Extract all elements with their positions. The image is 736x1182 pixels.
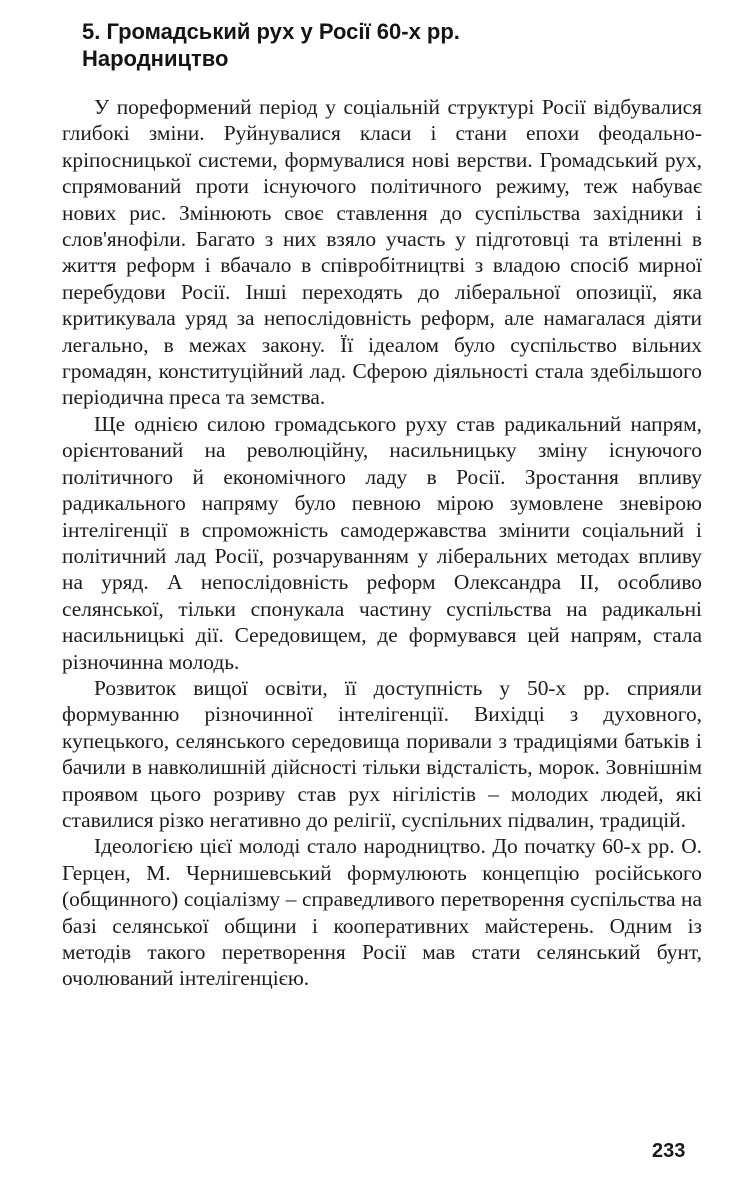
section-heading <box>82 18 702 72</box>
section-heading-line-2: Народництво <box>82 46 229 71</box>
page-number: 233 <box>652 1140 686 1162</box>
paragraph-4: Ідеологією цієї молоді стало народництво. До початку 60-х рр. О. Герцен, М. Чернишевський формулюють концепцію російського (общинного) соціалізму – справедливого перетворення суспільства на базі селянської общини і кооперативних майстерень. Одним із методів такого перетворення Росії мав стати селянський бунт, очолюваний інтелігенцією. <box>62 834 702 991</box>
section-heading-line-1: 5. Громадський рух у Росії 60-х рр. <box>82 19 460 44</box>
body-text <box>62 94 702 992</box>
textbook-page <box>62 18 702 992</box>
paragraph-1: У пореформений період у соціальній структурі Росії відбувалися глибокі зміни. Руйнувалися класи і стани епохи феодально-кріпосницької системи, формувалися нові верстви. Громадський рух, спрямований проти існуючого політичного режиму, теж набуває нових рис. Змінюють своє ставлення до суспільства західники і слов'янофіли. Багато з них взяло участь у підготовці та втіленні в життя реформ і вбачало в співробітництві з владою спосіб мирної перебудови Росії. Інші переходять до ліберальної опозиції, яка критикувала уряд за непослідовність реформ, але намагалася діяти легально, в межах закону. Її ідеалом було суспільство вільних громадян, конституційний лад. Сферою діяльності стала здебільшого періодична преса та земства. <box>62 95 702 410</box>
paragraph-3: Розвиток вищої освіти, її доступність у 50-х рр. сприяли формуванню різночинної інтелігенції. Вихідці з духовного, купецького, селянського середовища поривали з традиціями батьків і бачили в навколишній дійсності тільки відсталість, морок. Зовнішнім проявом цього розриву став рух нігілістів – молодих людей, які ставилися різко негативно до релігії, суспільних підвалин, традицій. <box>62 675 702 832</box>
paragraph-2: Ще однією силою громадського руху став радикальний напрям, орієнтований на революційну, насильницьку зміну існуючого політичного й економічного ладу в Росії. Зростання впливу радикального напряму було певною мірою зумовлене зневірою інтелігенції в спроможність самодержавства змінити соціальний і політичний лад Росії, розчаруванням у ліберальних методах впливу на уряд. А непослідовність реформ Олександра II, особливо селянської, тільки спонукала частину суспільства на радикальні насильницькі дії. Середовищем, де формувався цей напрям, стала різночинна молодь. <box>62 411 702 674</box>
